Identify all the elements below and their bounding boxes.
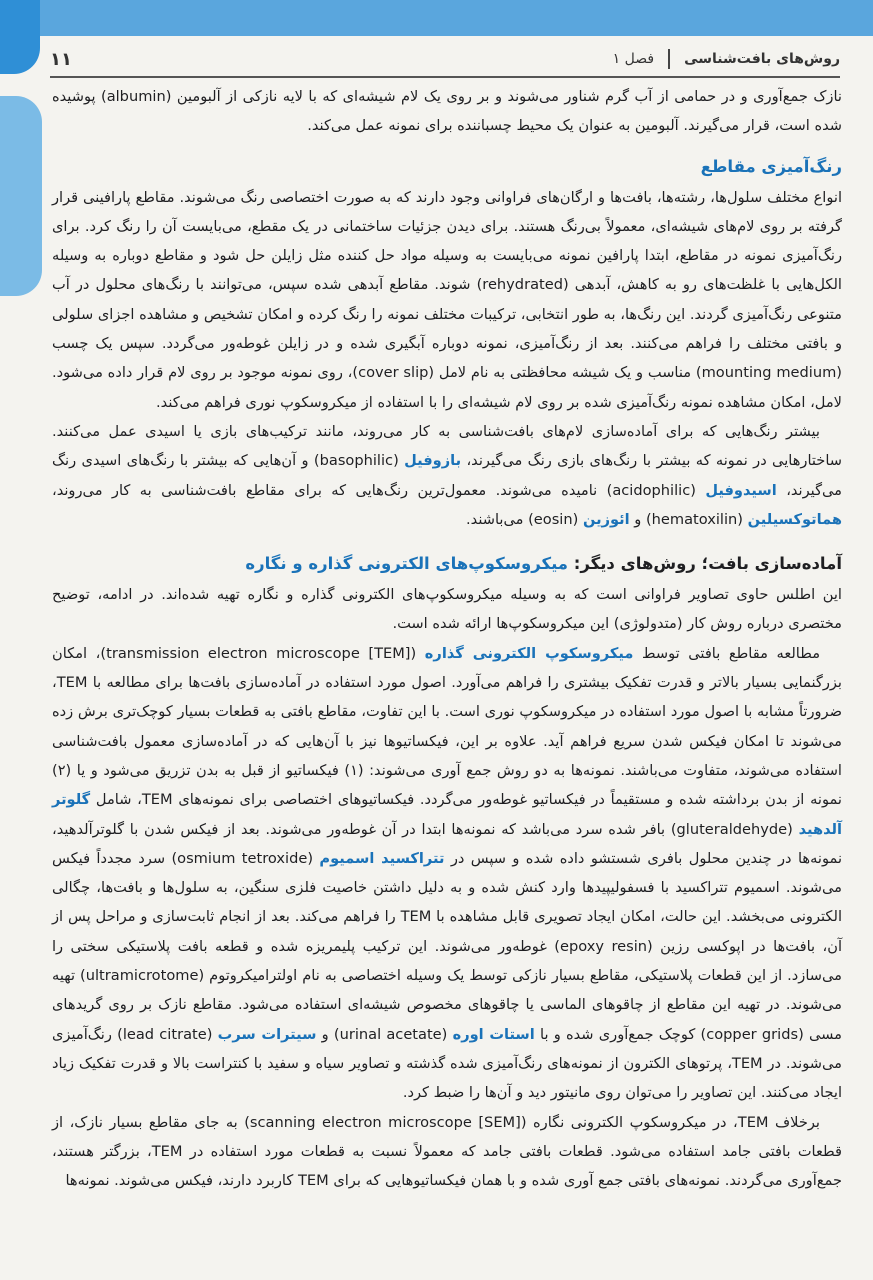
term-hematoxylin: هماتوکسیلین: [747, 510, 842, 528]
text-run: (lead citrate) رنگ‌آمیزی می‌شوند. در TEM، پرتوهای الکترون از نمونه‌های رنگ‌آمیزی شده گذشته و تصاویر سیاه و سفید با کنتراست بالا و قدرت تفکیک زیاد ایجاد می‌کنند. این تصاویر را می‌توان روی مانیتور دید و آن‌ها را ضبط کرد.: [52, 1025, 842, 1102]
text-run: (urinal acetate) و: [321, 1025, 448, 1043]
term-lead-citrate: سیترات سرب: [217, 1025, 317, 1043]
term-uranyl-acetate: استات اوره: [452, 1025, 535, 1043]
paragraph-em-sem: برخلاف TEM، در میکروسکوپ الکترونی نگاره (scanning electron microscope [SEM]) به جای مقاطع بسیار نازک، از قطعات بافتی جامد استفاده می‌شود. قطعات بافتی جامد که معمولاً نسبت به قطعات مورد استفاده در TEM، بزرگتر هستند، جمع‌آوری می‌گردند. نمونه‌های بافتی جمع آوری شده و با همان فیکساتیوهایی که برای TEM کاربرد دارند، فیکس می‌شوند. نمونه‌ها: [52, 1113, 842, 1190]
text-run: (basophilic) و آن‌هایی که بیشتر با رنگ‌های اسیدی رنگ می‌گیرند،: [52, 452, 843, 499]
text-run: (gluteraldehyde) بافر شده سرد می‌باشد که نمونه‌ها ابتدا در آن غوطه‌ور می‌شوند. بعد از فیکس شدن با گلوترآلدهید، نمونه‌ها در چندین محلول بافری شستشو داده شده و سپس در: [52, 820, 843, 867]
page-number: ۱۱: [50, 48, 72, 70]
text-run: (acidophilic) نامیده می‌شوند. معمول‌ترین رنگ‌هایی که برای مقاطع بافت‌شناسی به کار می‌روند،: [52, 481, 696, 499]
text-run: (osmium tetroxide) سرد مجدداً فیکس می‌شوند. اسمیوم تتراکسید با فسفولیپیدها وارد کنش شده و به دلیل داشتن خاصیت فلزی سنگین، به سلول‌ها و بافت‌ها، چگالی الکترونی می‌بخشد. این حالت، امکان ایجاد تصویری قابل مشاهده با TEM را فراهم می‌کند. بعد از انجام ثابت‌سازی و مراحل پس از آن، بافت‌ها در اپوکسی رزین (epoxy resin) غوطه‌ور می‌شوند. این ترکیب پلیمریزه شده و قطعه بافت پلاستیکی سختی را می‌سازد. از این قطعات پلاستیکی، مقاطع بسیار نازکی توسط یک وسیله اختصاصی به نام اولترامیکروتوم (ultramicrotome) تهیه می‌شوند. در تهیه این مقاطع از چاقوهای الماسی یا چاقوهای مخصوص شیشه‌ای استفاده می‌شود. مقاطع نازک بر روی گریدهای مسی (copper grids) کوچک جمع‌آوری شده و با: [52, 849, 843, 1043]
page-body: [52, 82, 842, 1195]
term-glutaraldehyde: گلوتر آلدهید: [52, 791, 843, 838]
section-heading-em: [52, 548, 842, 580]
term-basophil: بازوفیل: [404, 452, 462, 470]
heading-part-blue: میکروسکوپ‌های الکترونی گذاره و نگاره: [245, 554, 569, 574]
term-eosin: ائوزین: [582, 510, 630, 528]
corner-tab: [0, 0, 40, 74]
paragraph-staining-1: انواع مختلف سلول‌ها، رشته‌ها، بافت‌ها و ارگان‌های فراوانی وجود دارند که به صورت اختصاصی رنگ می‌شوند. مقاطع پارافینی قرار گرفته بر روی لام‌های شیشه‌ای، معمولاً بی‌رنگ هستند. برای دیدن جزئیات ساختمانی در یک مقطع، می‌بایست آن را رنگ کرد. برای رنگ‌آمیزی نمونه در مقاطع، ابتدا پارافین نمونه می‌بایست به وسیله مواد حل کننده مثل زایلن حل شود و مقاطع دوباره به وسیله الکل‌هایی با غلظت‌های رو به کاهش، آبدهی (rehydrated) شوند. مقاطع آبدهی شده سپس، می‌توانند با رنگ‌های محلول در آب متنوعی رنگ‌آمیزی گردند. این رنگ‌ها، به طور انتخابی، ترکیبات مختلف نمونه را رنگ کرده و امکان تشخیص و مشاهده اجزای سلولی و بافتی مختلف را فراهم می‌کنند. بعد از رنگ‌آمیزی، نمونه دوباره آبگیری شده و در زایلن غوطه‌ور می‌گردد. سپس یک چسب (mounting medium) مناسب و یک شیشه محافظتی به نام لامل (cover slip)، روی نمونه موجود بر روی لام قرار داده می‌شود. لامل، امکان مشاهده نمونه رنگ‌آمیزی شده بر روی لام شیشه‌ای را با استفاده از میکروسکوپ نوری فراهم می‌کند.: [52, 188, 842, 411]
chapter-side-tab: [0, 96, 42, 296]
heading-part-black: آماده‌سازی بافت؛ روش‌های دیگر:: [573, 554, 842, 574]
paragraph-staining-2: [52, 417, 842, 534]
chapter-label: فصل ۱: [612, 51, 655, 67]
running-header: [50, 44, 840, 74]
header-divider: [668, 49, 670, 69]
book-title: روش‌های بافت‌شناسی: [684, 51, 840, 67]
paragraph-intro: نازک جمع‌آوری و در حمامی از آب گرم شناور می‌شوند و بر روی یک لام شیشه‌ای که با لایه نازکی از آلبومین (albumin) پوشیده شده است، قرار می‌گیرند. آلبومین به عنوان یک محیط چسباننده برای نمونه عمل می‌کند.: [52, 88, 842, 135]
section-heading-staining: رنگ‌آمیزی مقاطع: [700, 156, 842, 176]
term-osmium-tetroxide: تتراکسید اسمیوم: [319, 849, 445, 867]
paragraph-em-tem: [52, 639, 842, 1108]
header-rule: [50, 76, 840, 78]
text-run: (hematoxilin) و: [634, 510, 743, 528]
text-run: (eosin) می‌باشند.: [466, 510, 579, 528]
term-acidophil: اسیدوفیل: [705, 481, 777, 499]
text-run: بیشتر رنگ‌هایی که برای آماده‌سازی لام‌های بافت‌شناسی به کار می‌روند، مانند ترکیب‌های بازی یا اسیدی عمل می‌کنند. ساختارهایی در نمونه که بیشتر با رنگ‌های بازی رنگ می‌گیرند،: [52, 422, 843, 470]
text-run: مطالعه مقاطع بافتی توسط: [641, 644, 821, 662]
term-tem: میکروسکوپ الکترونی گذاره: [424, 644, 634, 662]
top-color-band: [0, 0, 873, 36]
paragraph-em-1: این اطلس حاوی تصاویر فراوانی است که به وسیله میکروسکوپ‌های الکترونی گذاره و نگاره تهیه شده‌اند. در ادامه، توضیح مختصری درباره روش کار (متدولوژی) این میکروسکوپ‌ها ارائه شده است.: [52, 586, 842, 633]
text-run: (transmission electron microscope [TEM])، امکان بزرگنمایی بسیار بالاتر و قدرت تفکیک بیشتری را فراهم می‌آورد. اصول مورد استفاده در آماده‌سازی بافت‌ها برای مطالعه با TEM، ضرورتاً مشابه با اصول مورد استفاده در میکروسکوپ نوری است. با این تفاوت، مقاطع بافتی به قطعات بسیار کوچک‌تری برش زده می‌شوند تا امکان فیکس شدن سریع فراهم آید. علاوه بر این، فیکساتیوها نیز با آن‌هایی که در آماده‌سازی معمول بافت‌شناسی استفاده می‌شوند، متفاوت می‌باشند. نمونه‌ها به دو روش جمع آوری می‌شوند: (۱) فیکساتیو از قبل به بدن تزریق می‌شود و یا (۲) نمونه از بدن برداشته شده و مستقیماً در فیکساتیو غوطه‌ور می‌گردد. فیکساتیوهای اختصاصی برای نمونه‌های TEM، شامل: [52, 644, 842, 809]
